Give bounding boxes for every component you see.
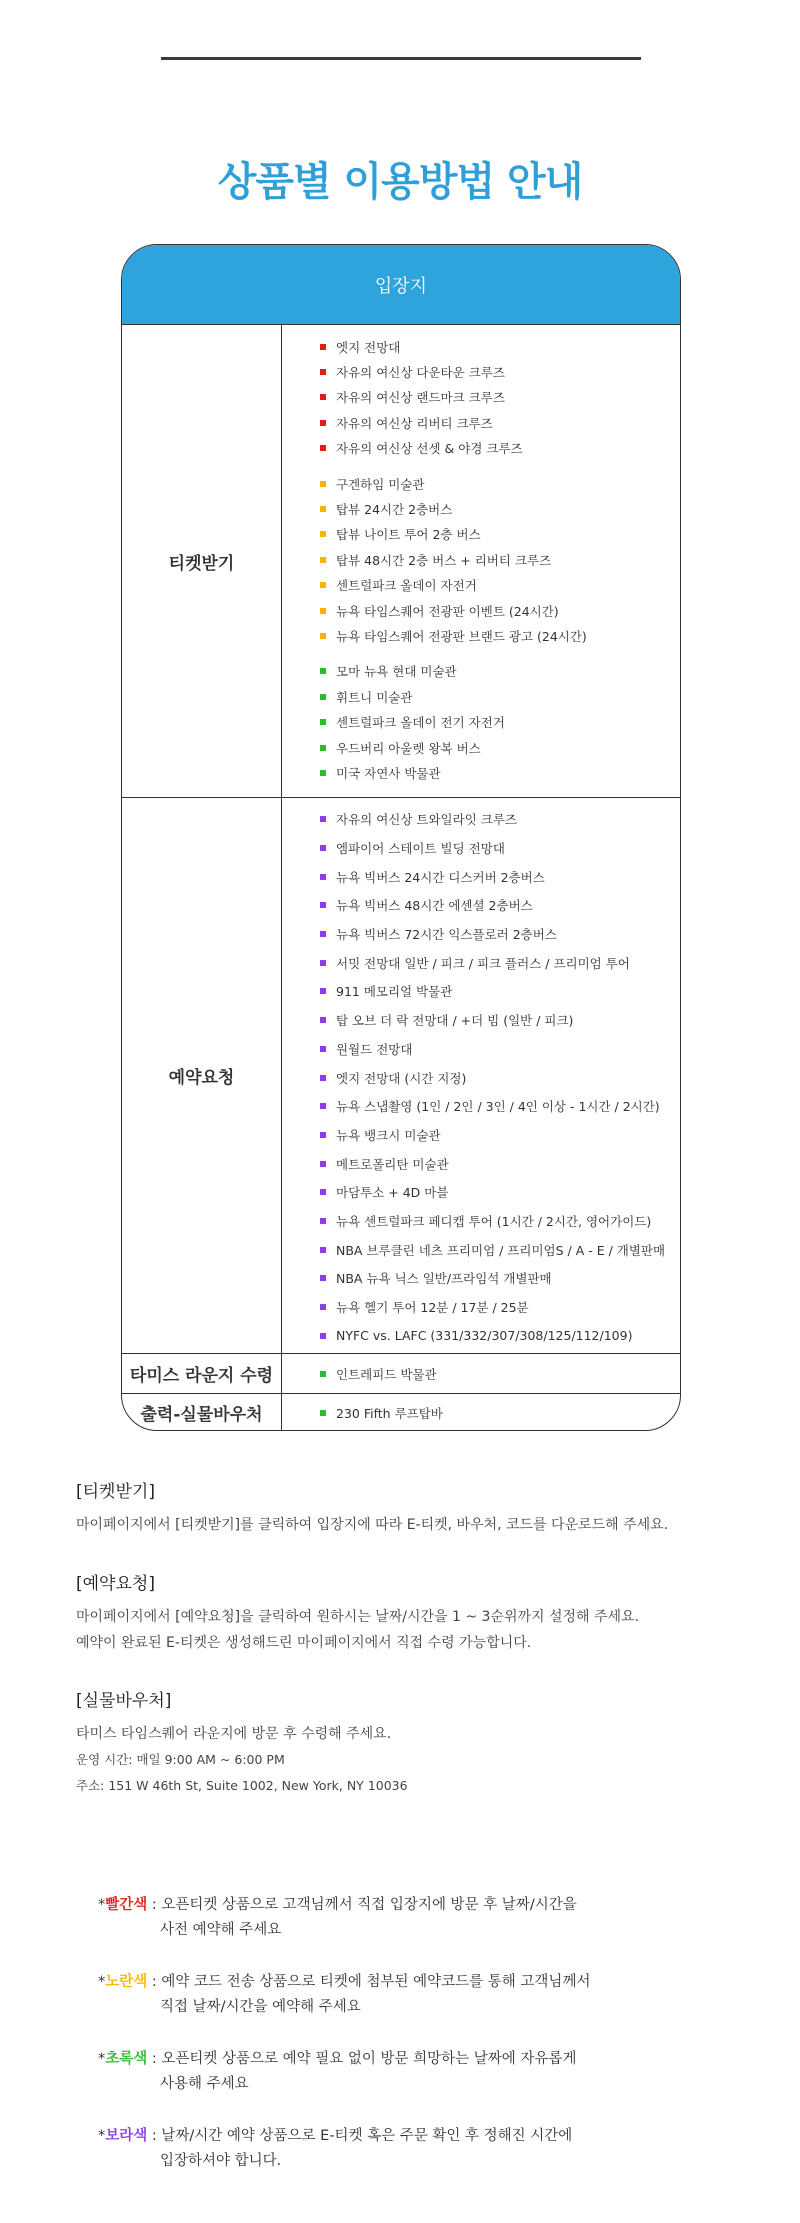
color-bullet-icon <box>320 745 326 751</box>
table-row <box>122 1354 680 1394</box>
venue-group <box>320 1365 437 1383</box>
venue-name: 미국 자연사 박물관 <box>336 765 441 781</box>
color-legend-item <box>98 1970 698 2020</box>
venue-group <box>320 805 680 1350</box>
color-bullet-icon <box>320 845 326 851</box>
legend-description: : 예약 코드 전송 상품으로 티켓에 첨부된 예약코드를 통해 고객님께서 <box>147 1974 591 1990</box>
color-bullet-icon <box>320 344 326 350</box>
venue-item <box>320 522 680 547</box>
legend-description: : 날짜/시간 예약 상품으로 E-티켓 혹은 주문 확인 후 정해진 시간에 <box>147 2128 573 2144</box>
color-bullet-icon <box>320 960 326 966</box>
info-heading: [티켓받기] <box>76 1482 155 1502</box>
venue-item <box>320 684 680 709</box>
color-bullet-icon <box>320 582 326 588</box>
color-bullet-icon <box>320 1333 326 1339</box>
venue-name: 탑뷰 24시간 2층버스 <box>336 502 453 518</box>
row-venues <box>282 1394 680 1431</box>
legend-description: : 오픈티켓 상품으로 고객님께서 직접 입장지에 방문 후 날짜/시간을 <box>147 1897 577 1913</box>
venue-item <box>320 948 680 977</box>
venue-item <box>320 1063 680 1092</box>
color-bullet-icon <box>320 902 326 908</box>
venue-item <box>320 659 680 684</box>
color-bullet-icon <box>320 1247 326 1253</box>
venue-name: 뉴욕 헬기 투어 12분 / 17분 / 25분 <box>336 1300 529 1316</box>
venue-group <box>320 334 680 461</box>
color-bullet-icon <box>320 988 326 994</box>
color-bullet-icon <box>320 694 326 700</box>
venue-item <box>320 1365 437 1383</box>
color-bullet-icon <box>320 719 326 725</box>
venue-name: 메트로폴리탄 미술관 <box>336 1156 449 1172</box>
color-bullet-icon <box>320 1017 326 1023</box>
venue-name: 자유의 여신상 트와일라잇 크루즈 <box>336 812 517 828</box>
info-ticket <box>76 1477 756 1538</box>
color-bullet-icon <box>320 668 326 674</box>
color-bullet-icon <box>320 531 326 537</box>
color-bullet-icon <box>320 931 326 937</box>
venue-item <box>320 1092 680 1121</box>
info-hours: 운영 시간: 매일 9:00 AM ~ 6:00 PM <box>76 1752 285 1767</box>
venue-item <box>320 359 680 384</box>
venue-item <box>320 735 680 760</box>
legend-line <box>98 1970 698 1995</box>
venue-item <box>320 834 680 863</box>
legend-color-name: 노란색 <box>105 1974 148 1990</box>
venue-item <box>320 805 680 834</box>
page-title: 상품별 이용방법 안내 <box>217 159 583 205</box>
venue-group <box>320 471 680 649</box>
legend-description-cont: 사용해 주세요 <box>160 2076 249 2092</box>
info-text: 마이페이지에서 [예약요청]을 클릭하여 원하시는 날짜/시간을 1 ~ 3순위까지 설정해 주세요. <box>76 1609 640 1625</box>
venue-name: 자유의 여신상 선셋 & 야경 크루즈 <box>336 441 523 457</box>
color-bullet-icon <box>320 1410 326 1416</box>
venue-item <box>320 436 680 461</box>
venue-item <box>320 598 680 623</box>
info-reserve <box>76 1569 756 1656</box>
info-text: 예약이 완료된 E-티켓은 생성해드린 마이페이지에서 직접 수령 가능합니다. <box>76 1635 532 1651</box>
venue-item <box>320 623 680 648</box>
venue-name: 서밋 전망대 일반 / 피크 / 피크 플러스 / 프리미엄 투어 <box>336 955 630 971</box>
venue-name: NYFC vs. LAFC (331/332/307/308/125/112/109) <box>336 1328 633 1344</box>
venue-name: 뉴욕 스냅촬영 (1인 / 2인 / 3인 / 4인 이상 - 1시간 / 2시간) <box>336 1099 660 1115</box>
color-bullet-icon <box>320 1371 326 1377</box>
color-bullet-icon <box>320 608 326 614</box>
color-legend-item <box>98 2124 698 2174</box>
venue-name: 탑뷰 나이트 투어 2층 버스 <box>336 527 481 543</box>
venue-item <box>320 1149 680 1178</box>
venue-group <box>320 659 680 786</box>
venue-name: 엠파이어 스테이트 빌딩 전망대 <box>336 841 505 857</box>
info-address: 주소: 151 W 46th St, Suite 1002, New York, NY 10036 <box>76 1778 408 1793</box>
legend-star: * <box>98 1974 106 1990</box>
venue-item <box>320 920 680 949</box>
venue-item <box>320 547 680 572</box>
venue-name: 휘트니 미술관 <box>336 689 413 705</box>
color-bullet-icon <box>320 420 326 426</box>
venue-item <box>320 573 680 598</box>
color-bullet-icon <box>320 1046 326 1052</box>
color-bullet-icon <box>320 1075 326 1081</box>
color-bullet-icon <box>320 874 326 880</box>
row-label: 출력-실물바우처 <box>122 1394 282 1431</box>
color-bullet-icon <box>320 369 326 375</box>
row-label: 예약요청 <box>122 798 282 1353</box>
color-bullet-icon <box>320 394 326 400</box>
venue-name: 뉴욕 타임스퀘어 전광판 브랜드 광고 (24시간) <box>336 628 587 644</box>
venue-item <box>320 410 680 435</box>
venue-name: 자유의 여신상 랜드마크 크루즈 <box>336 390 505 406</box>
legend-color-name: 보라색 <box>105 2128 148 2144</box>
venue-name: 인트레피드 박물관 <box>336 1366 437 1382</box>
venue-name: 탑뷰 48시간 2층 버스 + 리버티 크루즈 <box>336 552 552 568</box>
color-bullet-icon <box>320 445 326 451</box>
venue-item <box>320 891 680 920</box>
venue-item <box>320 1235 680 1264</box>
venue-item <box>320 1293 680 1322</box>
table-row <box>122 1394 680 1431</box>
venue-name: 뉴욕 타임스퀘어 전광판 이벤트 (24시간) <box>336 603 559 619</box>
venue-item <box>320 385 680 410</box>
color-legend-item <box>98 2047 698 2097</box>
venue-item <box>320 1321 680 1350</box>
table-row <box>122 798 680 1354</box>
color-bullet-icon <box>320 481 326 487</box>
color-bullet-icon <box>320 1218 326 1224</box>
legend-description-cont: 사전 예약해 주세요 <box>160 1922 282 1938</box>
legend-star: * <box>98 1897 106 1913</box>
legend-description-cont: 직접 날짜/시간을 예약해 주세요 <box>160 1999 361 2015</box>
venue-name: 뉴욕 빅버스 24시간 디스커버 2층버스 <box>336 869 545 885</box>
info-voucher <box>76 1686 756 1799</box>
venue-item <box>320 709 680 734</box>
venue-name: 구겐하임 미술관 <box>336 476 425 492</box>
venue-item <box>320 977 680 1006</box>
color-legend-item <box>98 1893 698 1943</box>
row-label: 티켓받기 <box>122 325 282 797</box>
venue-name: 자유의 여신상 다운타운 크루즈 <box>336 365 505 381</box>
legend-description-cont: 입장하셔야 합니다. <box>160 2153 282 2169</box>
legend-line <box>98 2047 698 2072</box>
venue-item <box>320 1264 680 1293</box>
venue-name: 센트럴파크 올데이 전기 자전거 <box>336 715 505 731</box>
top-divider <box>161 57 641 60</box>
row-label: 타미스 라운지 수령 <box>122 1354 282 1393</box>
venue-group <box>320 1404 443 1422</box>
table-header: 입장지 <box>122 245 680 325</box>
row-venues <box>282 798 680 1353</box>
row-venues <box>282 1354 680 1393</box>
venue-name: 230 Fifth 루프탑바 <box>336 1405 443 1421</box>
color-bullet-icon <box>320 1103 326 1109</box>
venue-item <box>320 760 680 785</box>
info-heading: [예약요청] <box>76 1574 155 1594</box>
venue-item <box>320 334 680 359</box>
venue-name: 엣지 전망대 <box>336 339 401 355</box>
venue-name: 엣지 전망대 (시간 지정) <box>336 1070 467 1086</box>
venue-name: 원월드 전망대 <box>336 1041 413 1057</box>
legend-star: * <box>98 2051 106 2067</box>
venue-item <box>320 1207 680 1236</box>
legend-description: : 오픈티켓 상품으로 예약 필요 없이 방문 희망하는 날짜에 자유롭게 <box>147 2051 577 2067</box>
row-venues <box>282 325 680 797</box>
color-bullet-icon <box>320 633 326 639</box>
usage-table <box>121 244 681 1431</box>
venue-item <box>320 1035 680 1064</box>
legend-star: * <box>98 2128 106 2144</box>
venue-item <box>320 1006 680 1035</box>
legend-line <box>98 1893 698 1918</box>
info-text: 마이페이지에서 [티켓받기]를 클릭하여 입장지에 따라 E-티켓, 바우처, 코드를 다운로드해 주세요. <box>76 1517 669 1533</box>
info-heading: [실물바우처] <box>76 1691 172 1711</box>
venue-name: 탑 오브 더 락 전망대 / +더 빔 (일반 / 피크) <box>336 1013 574 1029</box>
color-bullet-icon <box>320 506 326 512</box>
venue-name: 모마 뉴욕 현대 미술관 <box>336 664 457 680</box>
venue-name: 뉴욕 빅버스 48시간 에센셜 2층버스 <box>336 898 533 914</box>
venue-name: 뉴욕 센트럴파크 페디캡 투어 (1시간 / 2시간, 영어가이드) <box>336 1213 652 1229</box>
color-bullet-icon <box>320 770 326 776</box>
venue-item <box>320 496 680 521</box>
info-text: 타미스 타임스퀘어 라운지에 방문 후 수령해 주세요. <box>76 1726 392 1742</box>
table-row <box>122 325 680 798</box>
venue-name: 센트럴파크 올데이 자전거 <box>336 578 477 594</box>
color-bullet-icon <box>320 1132 326 1138</box>
legend-color-name: 빨간색 <box>105 1897 148 1913</box>
venue-name: 뉴욕 뱅크시 미술관 <box>336 1127 441 1143</box>
venue-name: 뉴욕 빅버스 72시간 익스플로러 2층버스 <box>336 927 557 943</box>
venue-name: 911 메모리얼 박물관 <box>336 984 453 1000</box>
color-bullet-icon <box>320 816 326 822</box>
venue-item <box>320 471 680 496</box>
color-bullet-icon <box>320 1304 326 1310</box>
color-bullet-icon <box>320 557 326 563</box>
venue-item <box>320 1404 443 1422</box>
color-bullet-icon <box>320 1275 326 1281</box>
venue-item <box>320 1178 680 1207</box>
venue-name: NBA 브루클린 네츠 프리미엄 / 프리미엄S / A - E / 개별판매 <box>336 1242 666 1258</box>
legend-line <box>98 2124 698 2149</box>
venue-item <box>320 862 680 891</box>
color-bullet-icon <box>320 1189 326 1195</box>
venue-name: 자유의 여신상 리버티 크루즈 <box>336 415 493 431</box>
legend-color-name: 초록색 <box>105 2051 148 2067</box>
venue-name: 마담투소 + 4D 마블 <box>336 1185 449 1201</box>
venue-name: 우드버리 아울렛 왕복 버스 <box>336 740 481 756</box>
venue-name: NBA 뉴욕 닉스 일반/프라임석 개별판매 <box>336 1271 552 1287</box>
venue-item <box>320 1121 680 1150</box>
color-bullet-icon <box>320 1161 326 1167</box>
